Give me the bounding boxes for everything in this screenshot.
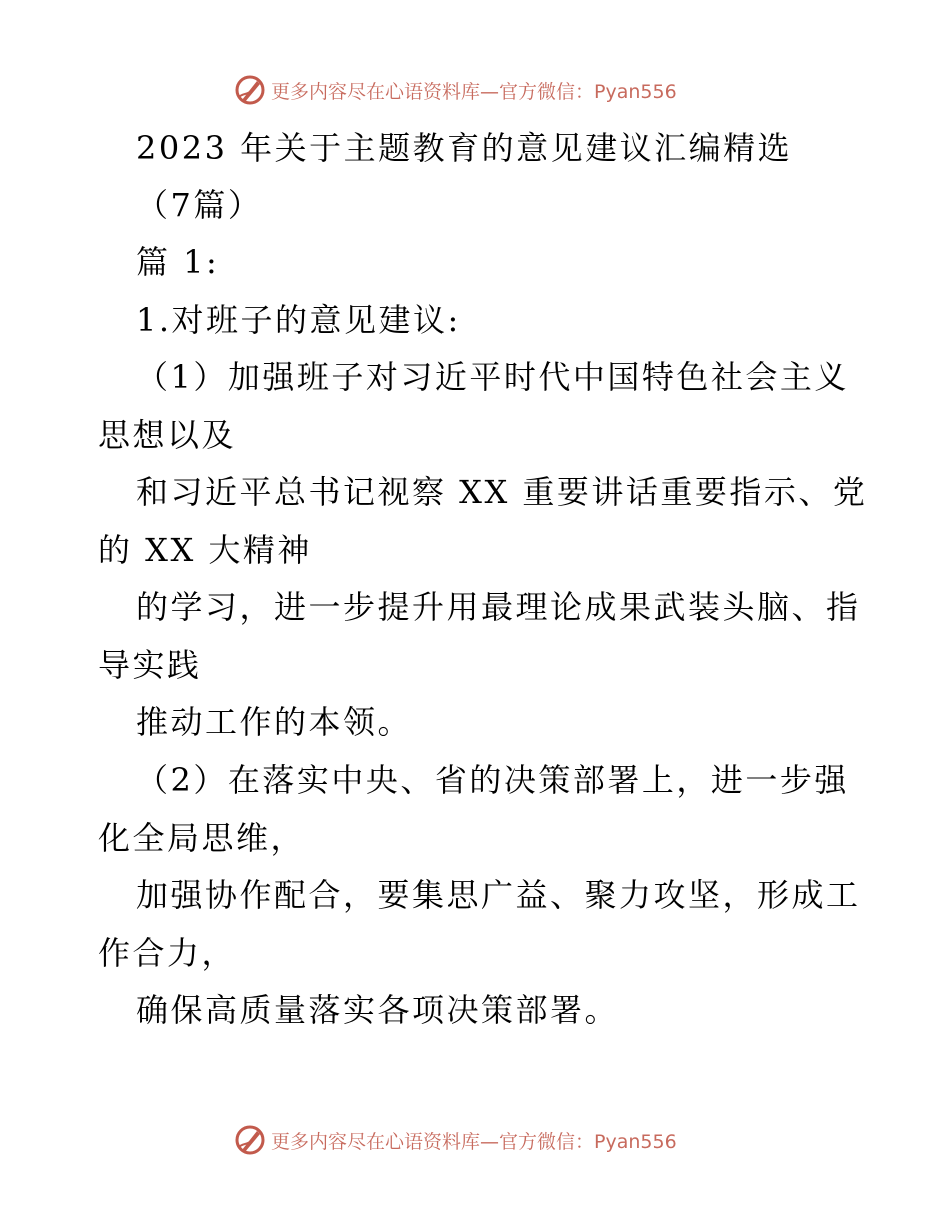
footer-watermark	[233, 1122, 677, 1158]
watermark-text: 更多内容尽在心语资料库—官方微信：Pyan556	[271, 1130, 677, 1153]
paragraph-line: 化全局思维，	[98, 819, 306, 857]
document-title-line-1: 2023 年关于主题教育的意见建议汇编精选	[136, 129, 793, 167]
pen-logo-icon	[233, 73, 267, 107]
paragraph-line: （2）在落实中央、省的决策部署上，进一步强	[136, 761, 849, 799]
paragraph-line: 的学习，进一步提升用最理论成果武装头脑、指	[136, 588, 861, 626]
pen-logo-icon	[233, 1123, 267, 1157]
paragraph-line: 和习近平总书记视察 XX 重要讲话重要指示、党	[136, 473, 868, 511]
paragraph-line: 的 XX 大精神	[98, 531, 312, 569]
paragraph-line: 作合力，	[98, 934, 237, 972]
document-title-line-2: （7篇）	[136, 186, 263, 224]
subsection-heading: 1.对班子的意见建议:	[136, 301, 461, 339]
watermark-text: 更多内容尽在心语资料库—官方微信：Pyan556	[271, 80, 677, 103]
paragraph-line: 确保高质量落实各项决策部署。	[136, 991, 620, 1029]
paragraph-line: 加强协作配合，要集思广益、聚力攻坚，形成工	[136, 876, 861, 914]
paragraph-line: 导实践	[98, 646, 202, 684]
paragraph-line: 推动工作的本领。	[136, 703, 413, 741]
section-heading: 篇 1:	[136, 243, 220, 281]
paragraph-line: （1）加强班子对习近平时代中国特色社会主义	[136, 358, 849, 396]
paragraph-line: 思想以及	[98, 416, 237, 454]
header-watermark	[233, 72, 677, 108]
